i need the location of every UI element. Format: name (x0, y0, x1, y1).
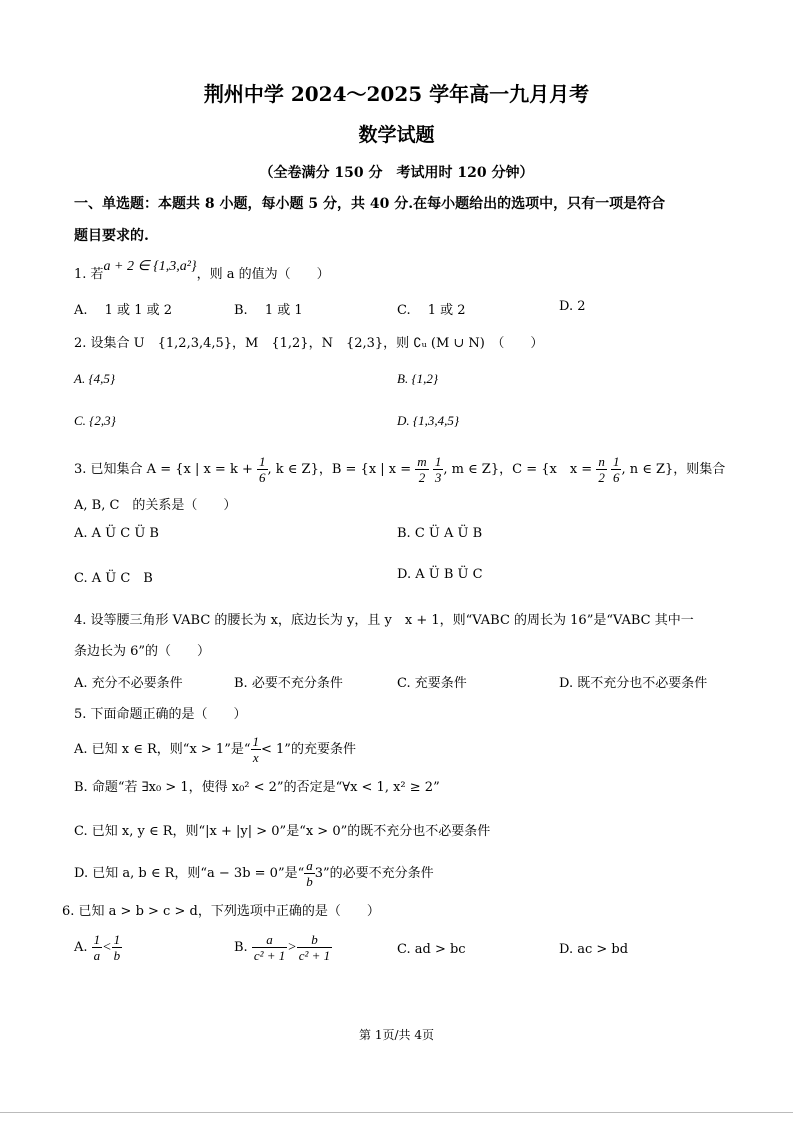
q6-stem: 6. 已知 a > b > c > d，下列选项中正确的是（ ） (62, 904, 380, 919)
q3-option-d: D. A Ü B Ü C (397, 567, 483, 582)
q6-option-b-label: B. (234, 940, 248, 955)
exam-title: 荆州中学 2024～2025 学年高一九月月考 (203, 82, 590, 106)
q2-option-d: D. {1,3,4,5} (397, 413, 460, 428)
q5-option-a-pre: A. 已知 x ∈ R，则“x > 1”是“ (74, 742, 251, 757)
q6-option-d: D. ac > bd (559, 942, 629, 957)
section-heading-line2: 题目要求的. (74, 228, 149, 244)
q3-frac-2-num: m (417, 454, 427, 469)
q3-option-c: C. A Ü C B (74, 571, 153, 586)
q1-option-c: C. 1 或 2 (397, 303, 466, 318)
q4-stem-line1: 4. 设等腰三角形 VABC 的腰长为 x，底边长为 y，且 y x + 1，则“VABC 的周长为 16”是“VABC 其中一 (74, 613, 694, 628)
q6-option-a-frac-1-den: a (93, 948, 101, 963)
q3-frac-1-den: 6 (259, 470, 266, 485)
q3-frac-5-den: 6 (612, 470, 620, 485)
q2-option-b: B. {1,2} (397, 371, 439, 386)
q6-option-a-frac-2 (112, 932, 123, 963)
q3-option-a: A. A Ü C Ü B (74, 526, 159, 541)
question-2-stem: 2. 设集合 U {1,2,3,4,5}，M {1,2}，N {2,3}，则 ∁ᵤ (M ∪ N) （ ） (74, 336, 544, 351)
q3-frac-2 (415, 454, 428, 485)
q3-stem-a: 3. 已知集合 A = {x | x = k + (74, 462, 253, 477)
q6-option-b (234, 932, 332, 963)
q1-option-b: B. 1 或 1 (234, 303, 303, 318)
q3-frac-1-num: 1 (259, 454, 266, 469)
q5-option-d-frac (304, 858, 315, 889)
q6-option-b-frac-2-den: c² + 1 (298, 948, 331, 963)
exam-subtitle: 数学试题 (358, 124, 435, 146)
q3-frac-3-den: 3 (434, 470, 442, 485)
q5-option-a-frac-den: x (252, 750, 259, 765)
q5-option-d-frac-num: a (306, 858, 313, 873)
q1-formula: a + 2 ∈ {1,3,a²} (103, 259, 197, 274)
q5-option-d-post: 3”的必要不充分条件 (314, 866, 434, 881)
q5-stem: 5. 下面命题正确的是（ ） (74, 707, 247, 722)
q2-option-c: C. {2,3} (74, 413, 116, 428)
q3-stem-f: , n ∈ Z}，则集合 (621, 462, 726, 477)
q3-frac-4-num: n (598, 454, 605, 469)
q3-stem-line2: A, B, C 的关系是（ ） (74, 498, 237, 513)
q4-option-a: A. 充分不必要条件 (74, 676, 183, 691)
q3-frac-4-den: 2 (598, 470, 605, 485)
q5-option-a-post: < 1”的充要条件 (261, 742, 356, 757)
q6-option-b-frac-1-num: a (252, 932, 287, 948)
q6-option-a-frac-2-den: b (113, 948, 121, 963)
q4-option-d: D. 既不充分也不必要条件 (559, 676, 708, 691)
q1-option-d: D. 2 (559, 299, 586, 314)
q5-option-d-pre: D. 已知 a, b ∈ R，则“a − 3b = 0”是“ (74, 866, 305, 881)
q5-option-a-frac (251, 734, 262, 765)
q6-option-a-label: A. (74, 940, 88, 955)
q4-option-c: C. 充要条件 (397, 676, 467, 691)
q5-option-a-frac-num: 1 (252, 734, 259, 749)
question-1-stem (74, 259, 330, 283)
exam-note: （全卷满分 150 分 考试用时 120 分钟） (259, 165, 534, 181)
q5-option-a (74, 734, 356, 765)
q4-option-b: B. 必要不充分条件 (234, 676, 343, 691)
q6-option-b-frac-1 (252, 932, 287, 963)
q6-option-a-op: < (102, 940, 112, 955)
q1-stem-post: ，则 a 的值为（ ） (196, 267, 330, 282)
q4-stem-line2: 条边长为 6”的（ ） (74, 644, 211, 659)
question-3-stem (74, 454, 725, 485)
q3-frac-3-num: 1 (434, 454, 442, 469)
q3-frac-1 (257, 454, 268, 485)
q6-option-a-frac-2-num: 1 (113, 932, 121, 947)
q5-option-d (74, 858, 434, 889)
q6-option-a (74, 932, 122, 963)
q6-option-a-frac-1-num: 1 (93, 932, 101, 947)
page-bottom-rule (0, 1112, 793, 1113)
q1-stem-pre: 1. 若 (74, 267, 104, 282)
q6-option-b-frac-2-num: b (297, 932, 332, 948)
q3-frac-4 (596, 454, 607, 485)
q3-frac-3 (433, 454, 444, 485)
q3-frac-5-num: 1 (612, 454, 620, 469)
q6-option-b-frac-2 (297, 932, 332, 963)
q6-option-b-op: > (287, 940, 297, 955)
q5-option-c: C. 已知 x, y ∈ R，则“|x + |y| > 0”是“x > 0”的既不充分也不必要条件 (74, 824, 491, 839)
q5-option-d-frac-den: b (306, 874, 313, 889)
q3-stem-b: , k ∈ Z}，B = {x | x = (267, 462, 412, 477)
q3-option-b: B. C Ü A Ü B (397, 526, 483, 541)
q3-frac-2-den: 2 (418, 470, 426, 485)
q3-stem-d: , m ∈ Z}，C = {x x = (443, 462, 593, 477)
page-footer: 第 1页/共 4页 (359, 1028, 434, 1042)
q2-option-a: A. {4,5} (74, 371, 116, 386)
section-heading-line1: 一、单选题：本题共 8 小题，每小题 5 分，共 40 分.在每小题给出的选项中，只有一项是符合 (74, 196, 666, 212)
q1-option-a: A. 1 或 1 或 2 (74, 303, 172, 318)
q6-option-b-frac-1-den: c² + 1 (253, 948, 286, 963)
q6-option-c: C. ad > bc (397, 942, 466, 957)
q5-option-b: B. 命题“若 ∃x₀ > 1，使得 x₀² < 2”的否定是“∀x < 1, x² ≥ 2” (74, 780, 440, 795)
q3-frac-5 (611, 454, 622, 485)
q6-option-a-frac-1 (92, 932, 103, 963)
